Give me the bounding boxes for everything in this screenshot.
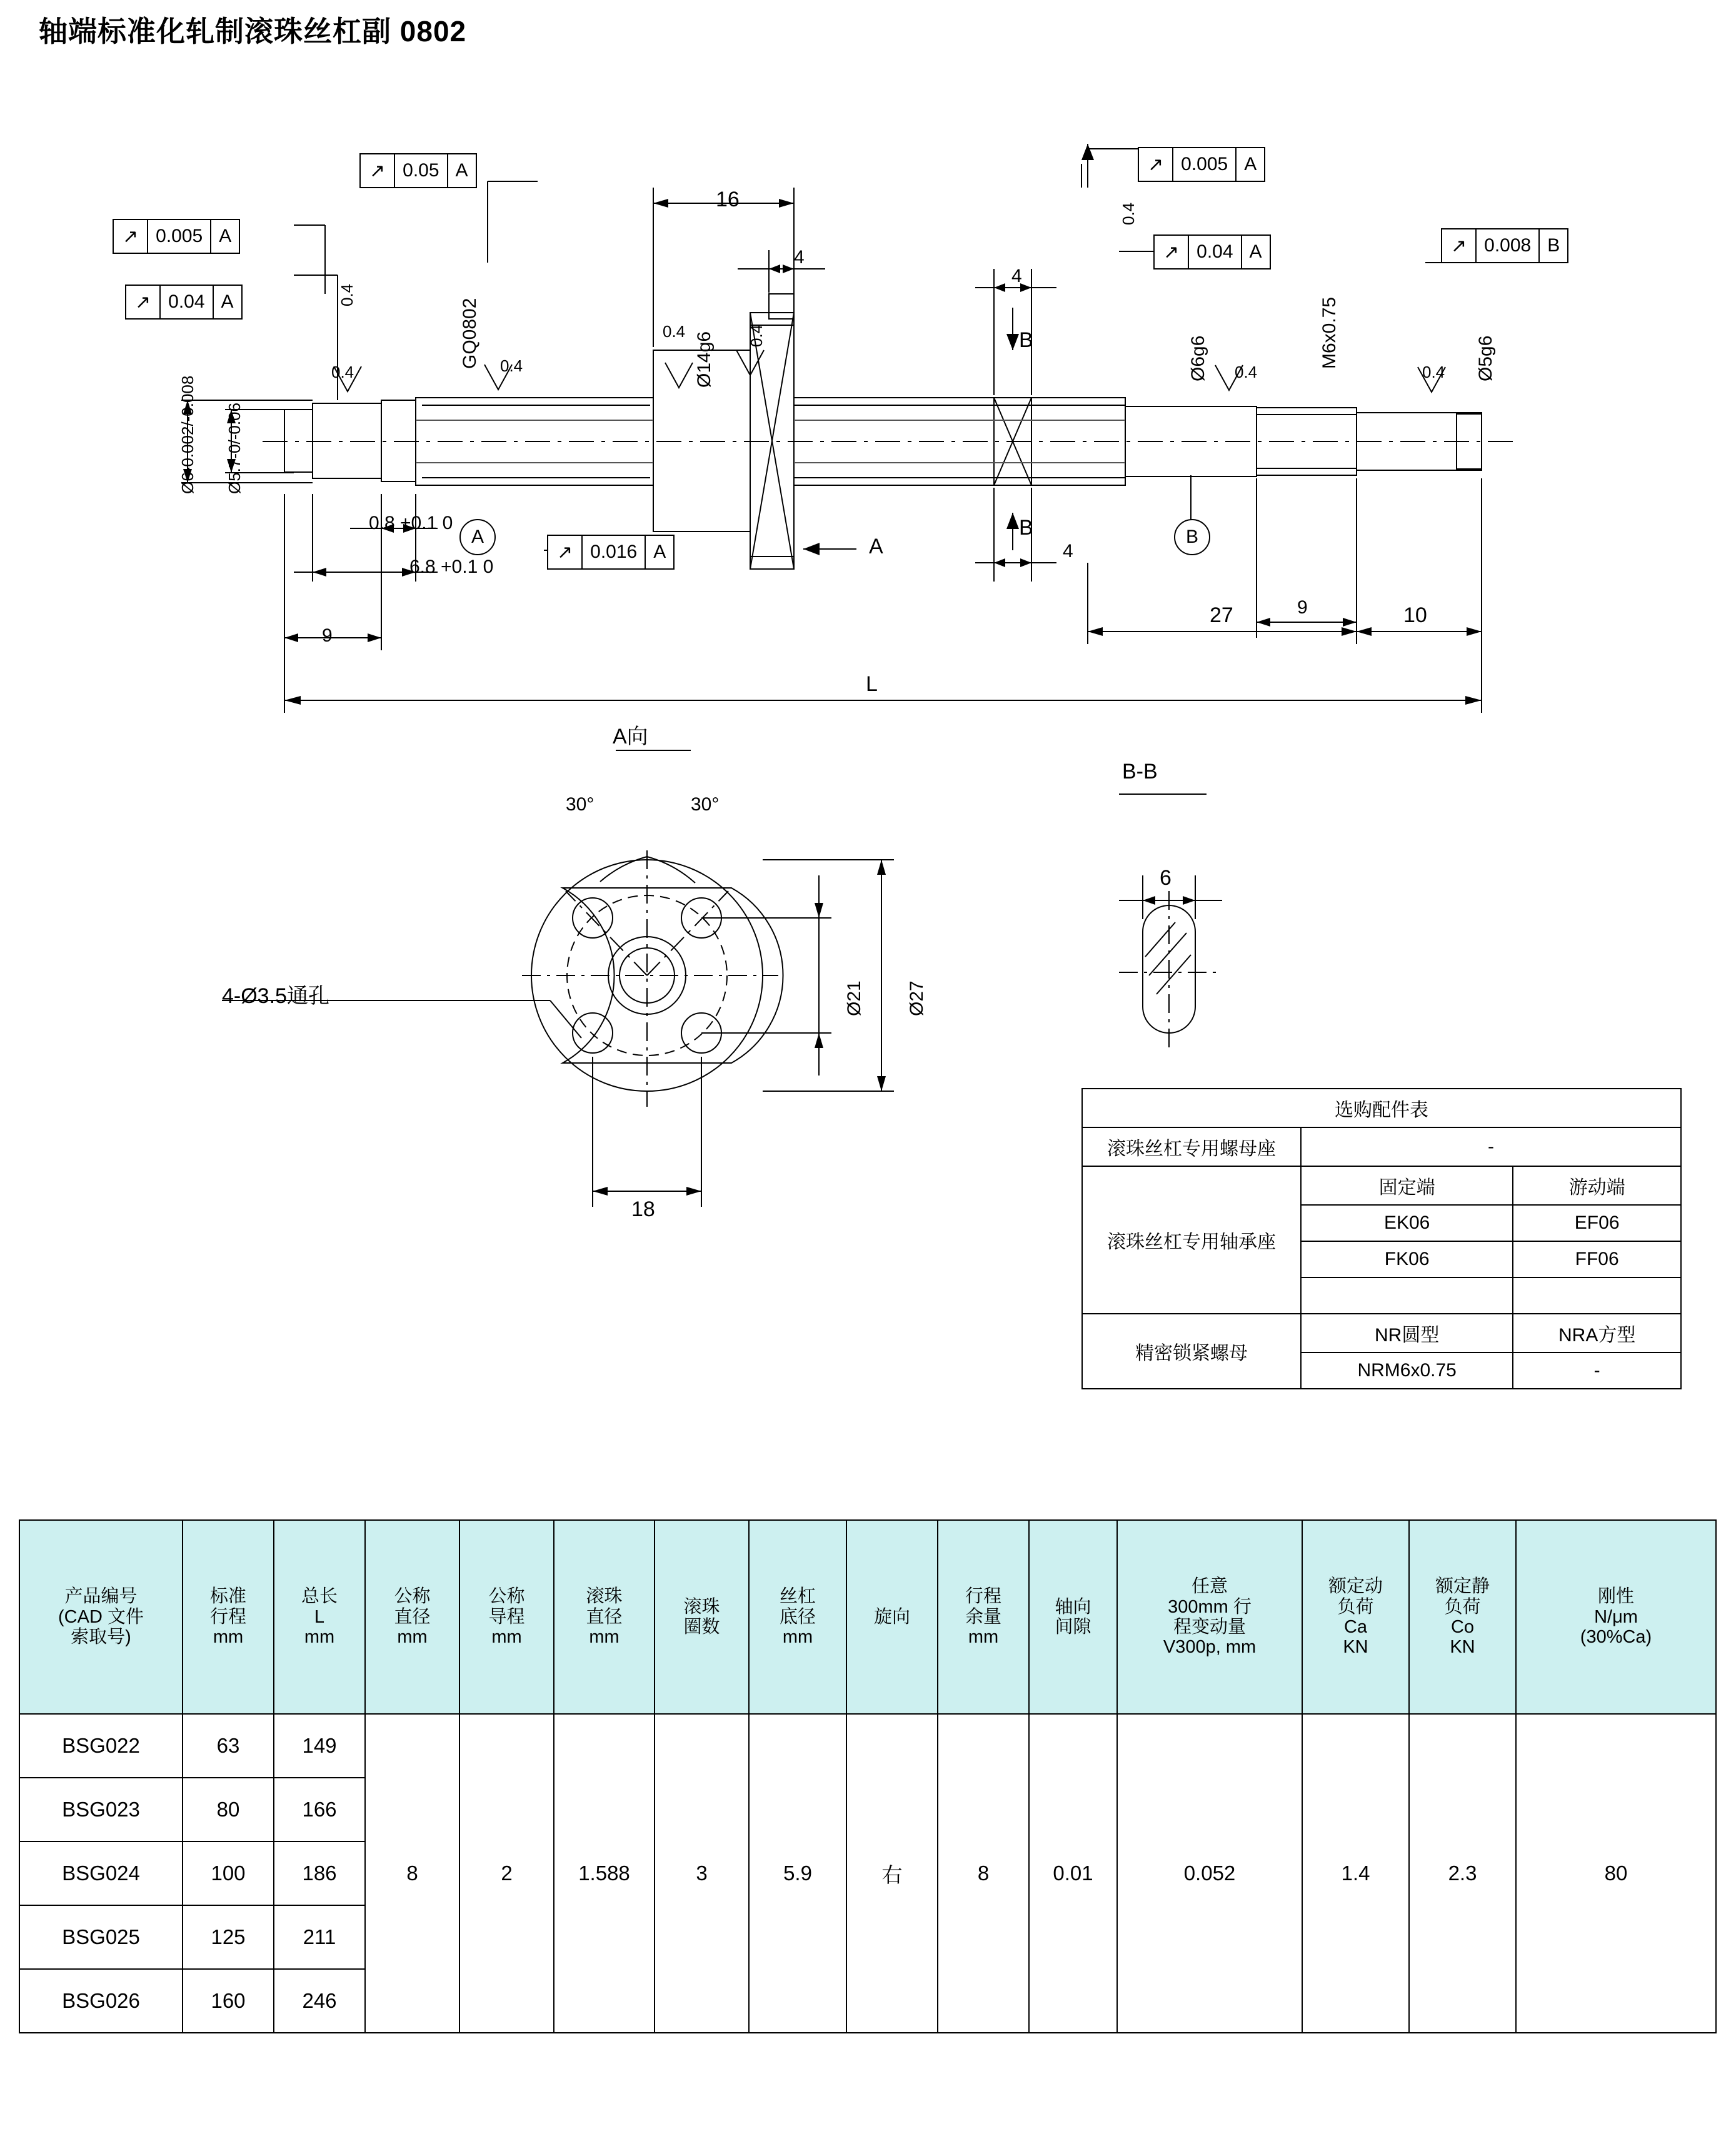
cell-product-code: BSG026 (19, 1969, 183, 2033)
section-arrow-a: A (869, 535, 883, 558)
table-header-row (19, 1520, 1716, 1714)
section-letter-b-bottom: B (1019, 516, 1033, 540)
angle-label-1: 30° (566, 794, 595, 815)
cell-total-length: 149 (274, 1714, 365, 1778)
runout-symbol: ↗ (361, 154, 395, 187)
view-title-a: A向 (613, 725, 648, 748)
shaft-g6-label: Ø6g6 (1188, 335, 1208, 381)
roughness-label-7: 0.4 (1235, 363, 1258, 381)
opt-locknut-dash: - (1513, 1353, 1681, 1389)
datum-letter: A (221, 291, 234, 312)
angle-label-2: 30° (691, 794, 720, 815)
cell-stroke: 160 (183, 1969, 274, 2033)
cell-stroke-margin: 8 (938, 1714, 1029, 2033)
cell-total-length: 186 (274, 1841, 365, 1905)
dia-27-label: Ø27 (906, 980, 927, 1016)
tolerance-frame-1 (113, 219, 240, 254)
runout-symbol: ↗ (1155, 236, 1189, 268)
cell-stroke: 100 (183, 1841, 274, 1905)
dim-18: 18 (631, 1197, 655, 1221)
opt-row-label-bearing-seat: 滚珠丝杠专用轴承座 (1082, 1166, 1301, 1314)
tolerance-value: 0.005 (1173, 148, 1237, 181)
shaft-5g6-label: Ø5g6 (1475, 335, 1496, 381)
cell-nominal-dia: 8 (365, 1714, 459, 2033)
datum-letter: B (1547, 235, 1560, 256)
opt-table-title: 选购配件表 (1082, 1089, 1681, 1127)
cell-total-length: 211 (274, 1905, 365, 1969)
page-title: 轴端标准化轧制滚珠丝杠副 0802 (39, 15, 467, 48)
opt-header-float-end: 游动端 (1513, 1166, 1681, 1205)
dim-16: 16 (716, 188, 740, 211)
tolerance-frame-7 (1441, 228, 1568, 263)
opt-bearing-blank-1 (1301, 1277, 1513, 1314)
col-header-root-dia: 丝杠 底径 mm (749, 1520, 846, 1714)
opt-locknut-nra: NRA方型 (1513, 1314, 1681, 1353)
dim-9-right: 9 (1297, 597, 1308, 618)
opt-bearing-ff06: FF06 (1513, 1241, 1681, 1277)
roughness-label-3: 0.4 (331, 363, 354, 381)
col-header-product-code: 产品编号 (CAD 文件 索取号) (19, 1520, 183, 1714)
cell-product-code: BSG025 (19, 1905, 183, 1969)
dia-21-label: Ø21 (844, 980, 865, 1016)
runout-symbol: ↗ (548, 536, 583, 568)
opt-row-value-nut-seat: - (1301, 1127, 1681, 1166)
col-header-hand: 旋向 (846, 1520, 938, 1714)
cell-stroke: 63 (183, 1714, 274, 1778)
section-letter-b-top: B (1019, 328, 1033, 352)
table-row (19, 1714, 1716, 1778)
dim-10: 10 (1403, 603, 1427, 627)
roughness-label-1: 0.4 (338, 283, 356, 306)
runout-symbol: ↗ (126, 286, 161, 318)
col-header-stroke: 标准 行程 mm (183, 1520, 274, 1714)
opt-bearing-ef06: EF06 (1513, 1205, 1681, 1241)
dim-6-tolerance: Ø6-0.002/-0.008 (178, 375, 197, 494)
opt-locknut-nrm: NRM6x0.75 (1301, 1353, 1513, 1389)
cell-product-code: BSG024 (19, 1841, 183, 1905)
dim-27: 27 (1210, 603, 1233, 627)
cell-stroke: 125 (183, 1905, 274, 1969)
dim-4-bottom: 4 (1063, 541, 1073, 562)
cell-ball-turns: 3 (655, 1714, 749, 2033)
cell-product-code: BSG022 (19, 1714, 183, 1778)
cell-stroke: 80 (183, 1778, 274, 1841)
col-header-co: 额定静 负荷 Co KN (1409, 1520, 1516, 1714)
dim-4-right: 4 (1011, 266, 1022, 286)
col-header-ball-turns: 滚珠 圈数 (655, 1520, 749, 1714)
tolerance-frame-6 (1153, 234, 1271, 270)
cell-lead: 2 (459, 1714, 554, 2033)
roughness-label-8: 0.4 (1422, 363, 1445, 381)
tolerance-frame-3 (359, 153, 477, 188)
col-header-lead: 公称 导程 mm (459, 1520, 554, 1714)
tolerance-frame-5 (1138, 147, 1265, 182)
cell-rigidity: 80 (1516, 1714, 1716, 2033)
datum-letter: A (219, 226, 232, 246)
tolerance-frame-2 (125, 285, 243, 320)
nut-diameter-label: Ø14g6 (694, 331, 715, 388)
tolerance-value: 0.008 (1477, 229, 1540, 262)
cell-ball-dia: 1.588 (554, 1714, 655, 2033)
col-header-ca: 额定动 负荷 Ca KN (1302, 1520, 1409, 1714)
roughness-label-5: 0.4 (663, 322, 686, 341)
cell-co: 2.3 (1409, 1714, 1516, 2033)
roughness-label-4: 0.4 (500, 356, 523, 375)
datum-letter: A (1244, 154, 1257, 174)
roughness-label-6: 0.4 (747, 324, 766, 347)
dim-68: 6.8 +0.1 0 (409, 557, 494, 577)
cell-ca: 1.4 (1302, 1714, 1409, 2033)
overall-length-label: L (866, 672, 878, 696)
table-row (1082, 1089, 1681, 1127)
cell-axial-clearance: 0.01 (1029, 1714, 1117, 2033)
opt-locknut-nr: NR圆型 (1301, 1314, 1513, 1353)
cell-total-length: 166 (274, 1778, 365, 1841)
col-header-v300p: 任意 300mm 行 程变动量 V300p, mm (1117, 1520, 1302, 1714)
opt-bearing-ek06: EK06 (1301, 1205, 1513, 1241)
roughness-label-2: 0.4 (1119, 202, 1138, 225)
table-row (1082, 1166, 1681, 1205)
col-header-rigidity: 刚性 N/μm (30%Ca) (1516, 1520, 1716, 1714)
tolerance-value: 0.04 (1189, 236, 1242, 268)
table-row (1082, 1127, 1681, 1166)
tolerance-value: 0.05 (395, 154, 448, 187)
col-header-total-length: 总长 L mm (274, 1520, 365, 1714)
opt-header-fixed-end: 固定端 (1301, 1166, 1513, 1205)
cell-v300p: 0.052 (1117, 1714, 1302, 2033)
thread-m6-label: M6x0.75 (1319, 296, 1340, 369)
datum-letter: A (1249, 241, 1262, 262)
tolerance-value: 0.04 (161, 286, 213, 318)
dim-08: 0.8 +0.1 0 (369, 513, 453, 533)
cell-hand: 右 (846, 1714, 938, 2033)
col-header-ball-dia: 滚珠 直径 mm (554, 1520, 655, 1714)
opt-bearing-fk06: FK06 (1301, 1241, 1513, 1277)
table-row (1082, 1314, 1681, 1353)
cell-total-length: 246 (274, 1969, 365, 2033)
opt-bearing-blank-2 (1513, 1277, 1681, 1314)
optional-accessories-table (1081, 1088, 1682, 1389)
dim-57-tolerance: Ø5.7-0/-0.06 (225, 403, 244, 494)
view-title-bb: B-B (1122, 760, 1158, 783)
runout-symbol: ↗ (1442, 229, 1477, 262)
datum-letter: A (653, 542, 666, 562)
specification-table (19, 1519, 1717, 2033)
runout-symbol: ↗ (114, 220, 148, 253)
dim-4-top: 4 (794, 247, 805, 268)
cell-product-code: BSG023 (19, 1778, 183, 1841)
col-header-stroke-margin: 行程 余量 mm (938, 1520, 1029, 1714)
datum-a-circle: A (459, 519, 496, 555)
tolerance-value: 0.016 (583, 536, 646, 568)
datum-b-circle: B (1174, 519, 1210, 555)
dim-6-bb: 6 (1160, 866, 1172, 890)
cell-root-dia: 5.9 (749, 1714, 846, 2033)
hole-note: 4-Ø3.5通孔 (222, 984, 329, 1008)
tolerance-frame-4 (547, 535, 675, 570)
opt-row-label-nut-seat: 滚珠丝杠专用螺母座 (1082, 1127, 1301, 1166)
runout-symbol: ↗ (1139, 148, 1173, 181)
col-header-nominal-dia: 公称 直径 mm (365, 1520, 459, 1714)
datum-letter: A (455, 160, 468, 181)
opt-row-label-locknut: 精密锁紧螺母 (1082, 1314, 1301, 1389)
tolerance-value: 0.005 (148, 220, 211, 253)
dim-9-left: 9 (322, 625, 333, 646)
col-header-axial-clearance: 轴向 间隙 (1029, 1520, 1117, 1714)
thread-designation: GQ0802 (459, 298, 480, 369)
